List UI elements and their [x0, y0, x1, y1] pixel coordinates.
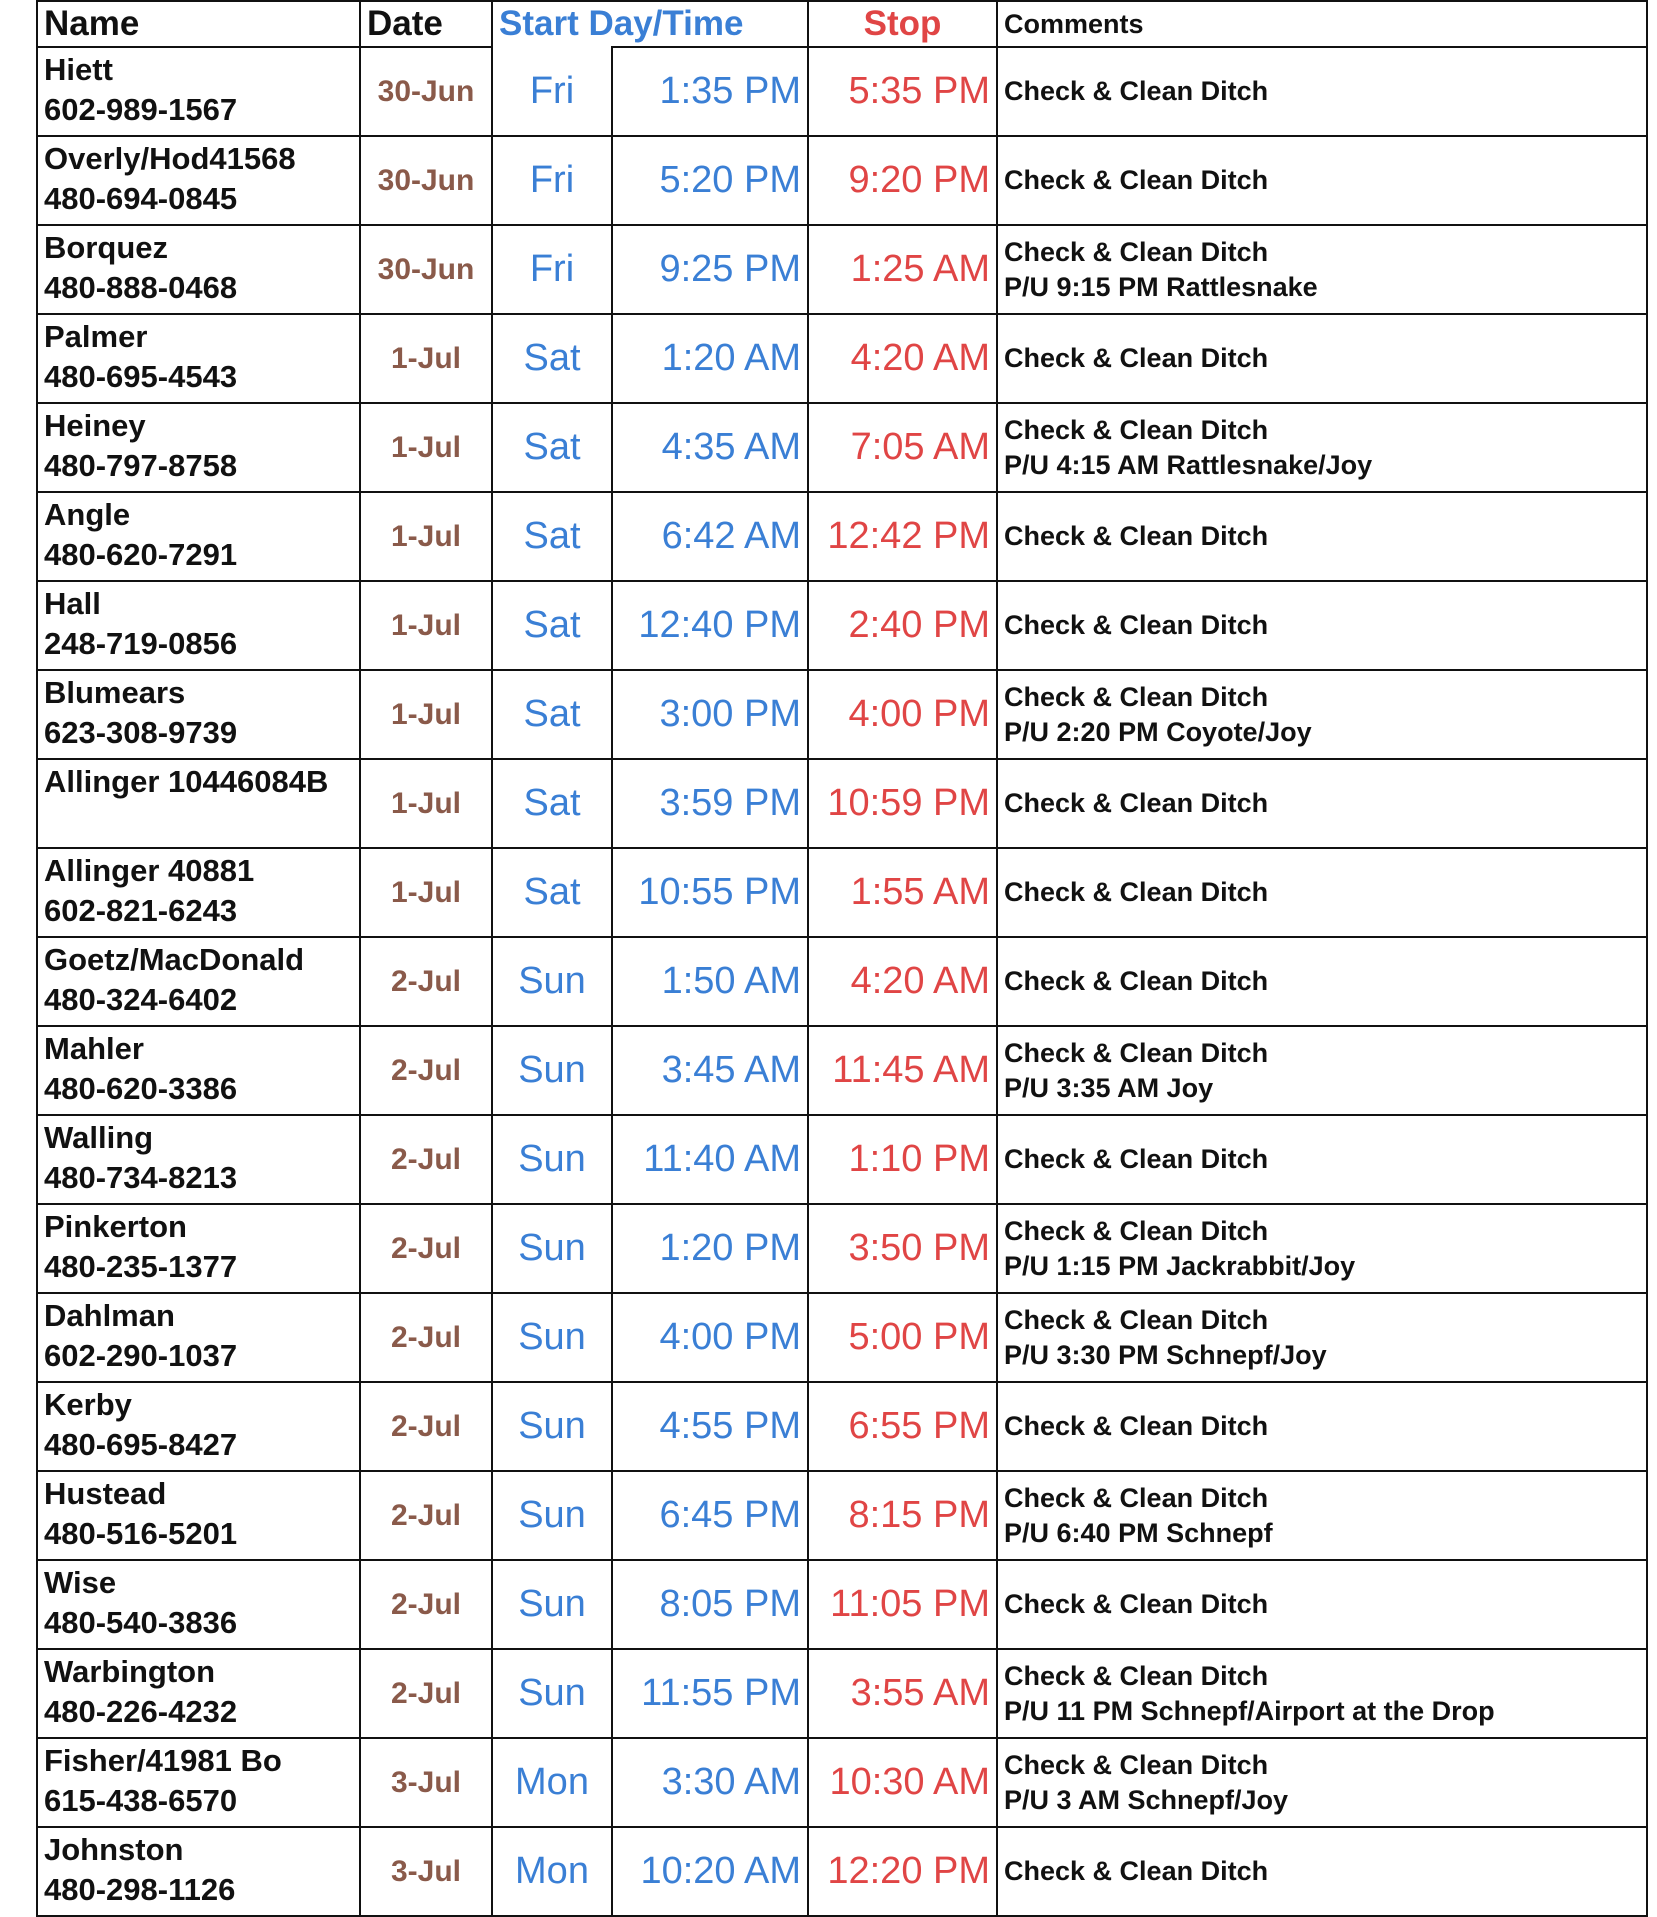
- phone-number: 480-516-5201: [44, 1516, 238, 1551]
- schedule-table: [36, 0, 1648, 1917]
- name-cell: [37, 47, 360, 136]
- date-cell: 1-Jul: [360, 759, 492, 848]
- table-row: [37, 581, 1647, 670]
- date-cell: 1-Jul: [360, 314, 492, 403]
- phone-number: 480-620-3386: [44, 1071, 238, 1106]
- date-cell: 2-Jul: [360, 1471, 492, 1560]
- comment-line-1: Check & Clean Ditch: [1004, 236, 1269, 267]
- comments-cell: [997, 1115, 1647, 1204]
- comment-line-2: P/U 1:15 PM Jackrabbit/Joy: [1004, 1250, 1356, 1281]
- start-time-cell: 4:00 PM: [612, 1293, 808, 1382]
- comment-line-1: Check & Clean Ditch: [1004, 966, 1269, 996]
- table-row: [37, 136, 1647, 225]
- person-name: Dahlman: [44, 1298, 175, 1333]
- date-cell: 1-Jul: [360, 670, 492, 759]
- start-day-cell: Sun: [492, 1560, 612, 1649]
- phone-number: 480-540-3836: [44, 1605, 238, 1640]
- person-name: Goetz/MacDonald: [44, 942, 305, 977]
- comments-cell: [997, 314, 1647, 403]
- header-name: Name: [37, 1, 360, 47]
- table-row: [37, 1471, 1647, 1560]
- person-name: Borquez: [44, 230, 168, 265]
- name-cell: [37, 314, 360, 403]
- phone-number: 480-888-0468: [44, 270, 238, 305]
- date-cell: 1-Jul: [360, 492, 492, 581]
- start-time-cell: 3:00 PM: [612, 670, 808, 759]
- start-day-cell: Fri: [492, 136, 612, 225]
- comment-line-2: P/U 2:20 PM Coyote/Joy: [1004, 716, 1312, 747]
- person-name: Hustead: [44, 1476, 167, 1511]
- comments-cell: [997, 759, 1647, 848]
- comments-cell: [997, 1204, 1647, 1293]
- start-day-cell: Sat: [492, 581, 612, 670]
- start-time-cell: 1:50 AM: [612, 937, 808, 1026]
- person-name: Fisher/41981 Bo: [44, 1743, 282, 1778]
- comments-cell: [997, 670, 1647, 759]
- phone-number: 602-989-1567: [44, 92, 238, 127]
- person-name: Walling: [44, 1120, 154, 1155]
- person-name: Pinkerton: [44, 1209, 187, 1244]
- name-cell: [37, 1649, 360, 1738]
- phone-number: 480-324-6402: [44, 982, 238, 1017]
- stop-time-cell: 3:50 PM: [808, 1204, 997, 1293]
- table-row: [37, 848, 1647, 937]
- start-time-cell: 12:40 PM: [612, 581, 808, 670]
- start-time-cell: 10:55 PM: [612, 848, 808, 937]
- name-cell: [37, 848, 360, 937]
- header-comments: Comments: [997, 1, 1647, 47]
- start-day-cell: Sun: [492, 1204, 612, 1293]
- stop-time-cell: 12:42 PM: [808, 492, 997, 581]
- stop-time-cell: 8:15 PM: [808, 1471, 997, 1560]
- stop-time-cell: 11:45 AM: [808, 1026, 997, 1115]
- person-name: Angle: [44, 497, 131, 532]
- comments-cell: [997, 1471, 1647, 1560]
- stop-time-cell: 5:00 PM: [808, 1293, 997, 1382]
- start-day-cell: Sun: [492, 1293, 612, 1382]
- comment-line-2: P/U 3 AM Schnepf/Joy: [1004, 1784, 1289, 1815]
- comment-line-2: P/U 11 PM Schnepf/Airport at the Drop: [1004, 1695, 1495, 1726]
- stop-time-cell: 2:40 PM: [808, 581, 997, 670]
- date-cell: 30-Jun: [360, 47, 492, 136]
- start-time-cell: 6:45 PM: [612, 1471, 808, 1560]
- phone-number: 248-719-0856: [44, 626, 238, 661]
- stop-time-cell: 1:10 PM: [808, 1115, 997, 1204]
- table-row: [37, 1827, 1647, 1916]
- start-day-cell: Sun: [492, 1026, 612, 1115]
- start-day-cell: Fri: [492, 225, 612, 314]
- name-cell: [37, 1827, 360, 1916]
- date-cell: 30-Jun: [360, 225, 492, 314]
- comment-line-1: Check & Clean Ditch: [1004, 1037, 1269, 1068]
- comment-line-1: Check & Clean Ditch: [1004, 610, 1269, 640]
- date-cell: 2-Jul: [360, 1115, 492, 1204]
- start-day-cell: Sat: [492, 492, 612, 581]
- start-day-cell: Sat: [492, 848, 612, 937]
- start-day-cell: Sat: [492, 403, 612, 492]
- start-time-cell: 11:40 AM: [612, 1115, 808, 1204]
- name-cell: [37, 492, 360, 581]
- date-cell: 3-Jul: [360, 1738, 492, 1827]
- person-name: Blumears: [44, 675, 186, 710]
- person-name: Mahler: [44, 1031, 144, 1066]
- start-time-cell: 3:45 AM: [612, 1026, 808, 1115]
- stop-time-cell: 9:20 PM: [808, 136, 997, 225]
- start-day-cell: Sat: [492, 670, 612, 759]
- start-time-cell: 5:20 PM: [612, 136, 808, 225]
- table-row: [37, 1204, 1647, 1293]
- table-row: [37, 1382, 1647, 1471]
- comments-cell: [997, 937, 1647, 1026]
- comments-cell: [997, 225, 1647, 314]
- table-row: [37, 1649, 1647, 1738]
- start-time-cell: 4:35 AM: [612, 403, 808, 492]
- comment-line-1: Check & Clean Ditch: [1004, 1304, 1269, 1335]
- start-time-cell: 3:30 AM: [612, 1738, 808, 1827]
- name-cell: [37, 225, 360, 314]
- start-time-cell: 6:42 AM: [612, 492, 808, 581]
- person-name: Hiett: [44, 52, 113, 87]
- stop-time-cell: 7:05 AM: [808, 403, 997, 492]
- table-row: [37, 1026, 1647, 1115]
- phone-number: Allinger 10446084B: [44, 764, 329, 799]
- start-time-cell: 1:20 PM: [612, 1204, 808, 1293]
- person-name: Kerby: [44, 1387, 132, 1422]
- date-cell: 2-Jul: [360, 1026, 492, 1115]
- name-cell: [37, 1293, 360, 1382]
- name-cell: [37, 670, 360, 759]
- start-time-cell: 1:35 PM: [612, 47, 808, 136]
- start-day-cell: Sun: [492, 937, 612, 1026]
- comment-line-1: Check & Clean Ditch: [1004, 1660, 1269, 1691]
- date-cell: 1-Jul: [360, 403, 492, 492]
- comment-line-1: Check & Clean Ditch: [1004, 1411, 1269, 1441]
- date-cell: 1-Jul: [360, 848, 492, 937]
- comments-cell: [997, 1560, 1647, 1649]
- start-time-cell: 1:20 AM: [612, 314, 808, 403]
- comment-line-1: Check & Clean Ditch: [1004, 788, 1269, 818]
- start-day-cell: Sun: [492, 1471, 612, 1560]
- comments-cell: [997, 848, 1647, 937]
- comments-cell: [997, 1293, 1647, 1382]
- comment-line-2: P/U 3:35 AM Joy: [1004, 1072, 1214, 1103]
- name-cell: [37, 1560, 360, 1649]
- date-cell: 1-Jul: [360, 581, 492, 670]
- stop-time-cell: 1:25 AM: [808, 225, 997, 314]
- comments-cell: [997, 1827, 1647, 1916]
- person-name: Hall: [44, 586, 101, 621]
- comment-line-1: Check & Clean Ditch: [1004, 1856, 1269, 1886]
- person-name: Warbington: [44, 1654, 216, 1689]
- stop-time-cell: 4:00 PM: [808, 670, 997, 759]
- comment-line-1: Check & Clean Ditch: [1004, 1482, 1269, 1513]
- name-cell: [37, 1738, 360, 1827]
- comment-line-1: Check & Clean Ditch: [1004, 1144, 1269, 1174]
- comments-cell: [997, 1649, 1647, 1738]
- comment-line-1: Check & Clean Ditch: [1004, 1749, 1269, 1780]
- stop-time-cell: 4:20 AM: [808, 937, 997, 1026]
- date-cell: 30-Jun: [360, 136, 492, 225]
- phone-number: 480-226-4232: [44, 1694, 238, 1729]
- stop-time-cell: 5:35 PM: [808, 47, 997, 136]
- start-time-cell: 4:55 PM: [612, 1382, 808, 1471]
- date-cell: 2-Jul: [360, 1293, 492, 1382]
- comments-cell: [997, 581, 1647, 670]
- comment-line-1: Check & Clean Ditch: [1004, 877, 1269, 907]
- comment-line-2: P/U 4:15 AM Rattlesnake/Joy: [1004, 449, 1373, 480]
- start-time-cell: 3:59 PM: [612, 759, 808, 848]
- phone-number: 480-695-8427: [44, 1427, 238, 1462]
- start-day-cell: Sat: [492, 759, 612, 848]
- comments-cell: [997, 1026, 1647, 1115]
- comment-line-1: Check & Clean Ditch: [1004, 165, 1269, 195]
- phone-number: 480-695-4543: [44, 359, 238, 394]
- table-row: [37, 1115, 1647, 1204]
- name-cell: [37, 1204, 360, 1293]
- table-row: [37, 314, 1647, 403]
- header-date: Date: [360, 1, 492, 47]
- table-row: [37, 1293, 1647, 1382]
- stop-time-cell: 1:55 AM: [808, 848, 997, 937]
- name-cell: [37, 759, 360, 848]
- phone-number: 602-821-6243: [44, 893, 238, 928]
- comments-cell: [997, 136, 1647, 225]
- comment-line-1: Check & Clean Ditch: [1004, 76, 1269, 106]
- start-day-cell: Sun: [492, 1382, 612, 1471]
- start-time-cell: 10:20 AM: [612, 1827, 808, 1916]
- date-cell: 2-Jul: [360, 1649, 492, 1738]
- comment-line-1: Check & Clean Ditch: [1004, 414, 1269, 445]
- comment-line-1: Check & Clean Ditch: [1004, 343, 1269, 373]
- person-name: Wise: [44, 1565, 117, 1600]
- name-cell: [37, 581, 360, 670]
- start-time-cell: 9:25 PM: [612, 225, 808, 314]
- table-row: [37, 1560, 1647, 1649]
- person-name: Allinger 40881: [44, 853, 255, 888]
- comments-cell: [997, 47, 1647, 136]
- stop-time-cell: 4:20 AM: [808, 314, 997, 403]
- comment-line-1: Check & Clean Ditch: [1004, 521, 1269, 551]
- comments-cell: [997, 403, 1647, 492]
- table-row: [37, 492, 1647, 581]
- stop-time-cell: 10:30 AM: [808, 1738, 997, 1827]
- person-name: Overly/Hod41568: [44, 141, 296, 176]
- start-day-cell: Mon: [492, 1738, 612, 1827]
- phone-number: 602-290-1037: [44, 1338, 238, 1373]
- phone-number: 480-734-8213: [44, 1160, 238, 1195]
- table-row: [37, 47, 1647, 136]
- comment-line-2: P/U 6:40 PM Schnepf: [1004, 1517, 1273, 1548]
- stop-time-cell: 3:55 AM: [808, 1649, 997, 1738]
- name-cell: [37, 136, 360, 225]
- date-cell: 2-Jul: [360, 1560, 492, 1649]
- date-cell: 2-Jul: [360, 1382, 492, 1471]
- start-time-cell: 11:55 PM: [612, 1649, 808, 1738]
- name-cell: [37, 937, 360, 1026]
- phone-number: 480-235-1377: [44, 1249, 238, 1284]
- table-row: [37, 225, 1647, 314]
- comment-line-2: P/U 9:15 PM Rattlesnake: [1004, 271, 1318, 302]
- comments-cell: [997, 1382, 1647, 1471]
- stop-time-cell: 6:55 PM: [808, 1382, 997, 1471]
- table-row: [37, 937, 1647, 1026]
- start-time-cell: 8:05 PM: [612, 1560, 808, 1649]
- header-stop: Stop: [808, 1, 997, 47]
- person-name: Palmer: [44, 319, 148, 354]
- comment-line-2: P/U 3:30 PM Schnepf/Joy: [1004, 1339, 1327, 1370]
- header-row: [37, 1, 1647, 47]
- comments-cell: [997, 492, 1647, 581]
- stop-time-cell: 11:05 PM: [808, 1560, 997, 1649]
- phone-number: 480-694-0845: [44, 181, 238, 216]
- name-cell: [37, 1115, 360, 1204]
- name-cell: [37, 1471, 360, 1560]
- phone-number: 480-298-1126: [44, 1872, 236, 1907]
- table-row: [37, 403, 1647, 492]
- phone-number: 480-797-8758: [44, 448, 238, 483]
- schedule-rows: [37, 47, 1647, 1916]
- name-cell: [37, 1382, 360, 1471]
- start-day-cell: Sat: [492, 314, 612, 403]
- table-row: [37, 1738, 1647, 1827]
- start-day-cell: Sun: [492, 1115, 612, 1204]
- table-row: [37, 670, 1647, 759]
- person-name: Heiney: [44, 408, 146, 443]
- comments-cell: [997, 1738, 1647, 1827]
- date-cell: 3-Jul: [360, 1827, 492, 1916]
- header-start-day-time: Start Day/Time: [492, 1, 808, 47]
- phone-number: 615-438-6570: [44, 1783, 238, 1818]
- stop-time-cell: 12:20 PM: [808, 1827, 997, 1916]
- start-day-cell: Sun: [492, 1649, 612, 1738]
- date-cell: 2-Jul: [360, 937, 492, 1026]
- phone-number: 480-620-7291: [44, 537, 238, 572]
- table-row: [37, 759, 1647, 848]
- phone-number: 623-308-9739: [44, 715, 238, 750]
- date-cell: 2-Jul: [360, 1204, 492, 1293]
- start-day-cell: Mon: [492, 1827, 612, 1916]
- name-cell: [37, 1026, 360, 1115]
- start-day-cell: Fri: [492, 47, 612, 136]
- person-name: Johnston: [44, 1832, 184, 1867]
- comment-line-1: Check & Clean Ditch: [1004, 681, 1269, 712]
- comment-line-1: Check & Clean Ditch: [1004, 1589, 1269, 1619]
- name-cell: [37, 403, 360, 492]
- stop-time-cell: 10:59 PM: [808, 759, 997, 848]
- comment-line-1: Check & Clean Ditch: [1004, 1215, 1269, 1246]
